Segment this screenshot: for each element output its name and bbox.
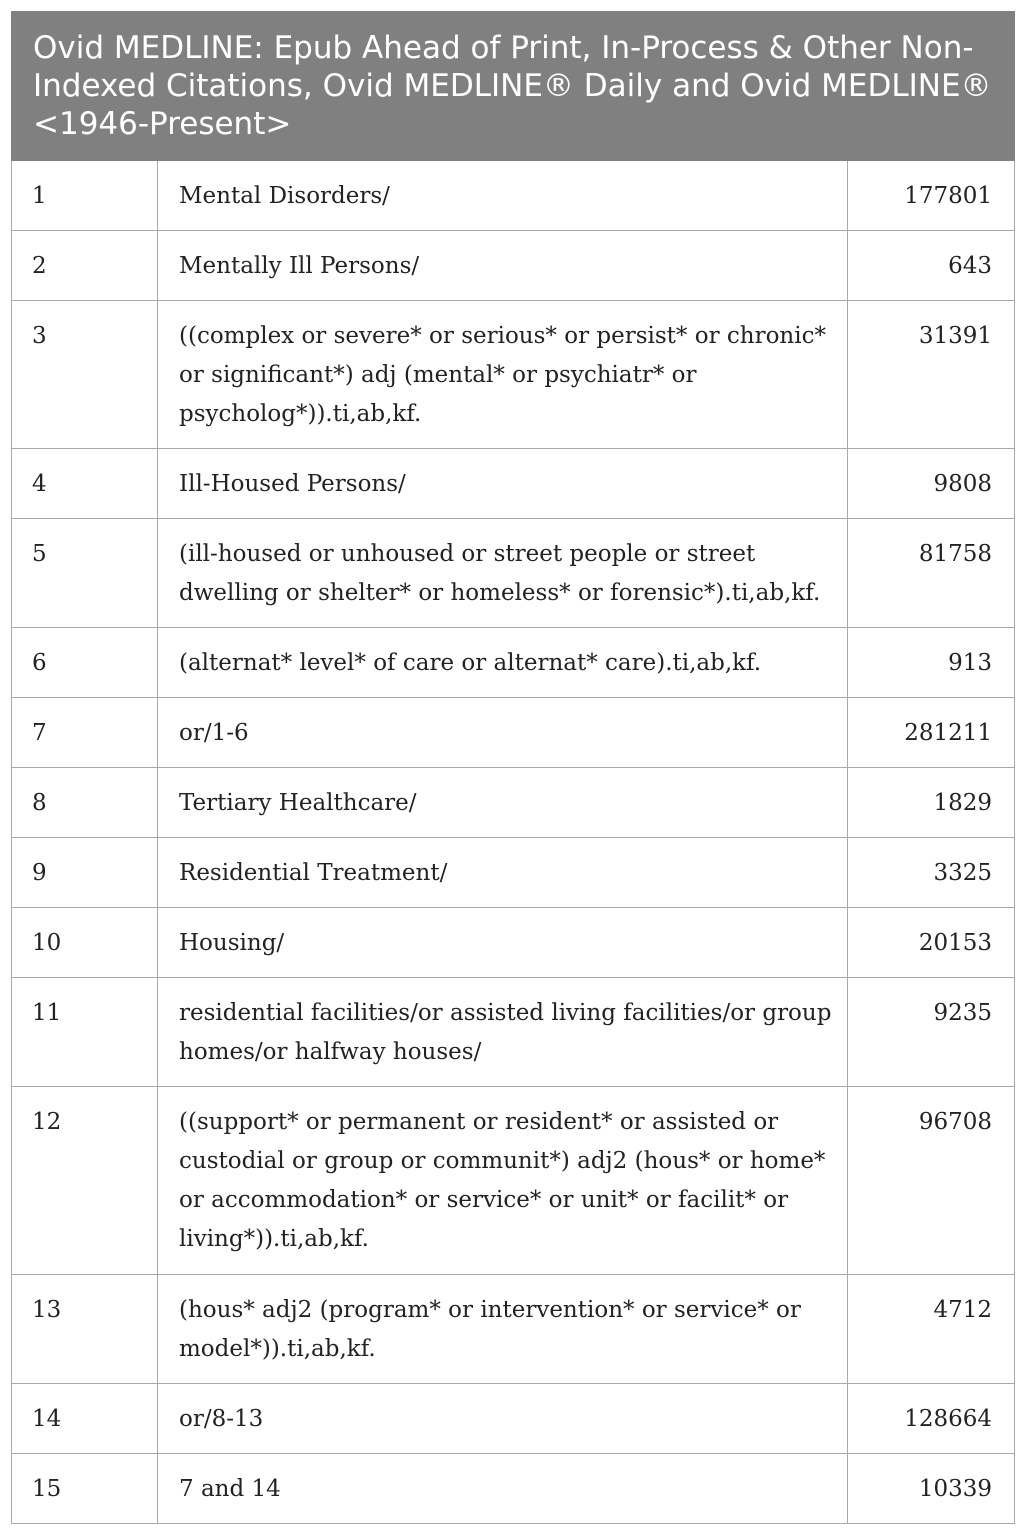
row-number: 10 [12,908,158,978]
search-query: or/8-13 [158,1384,848,1454]
result-count: 643 [848,231,1015,301]
row-number: 12 [12,1087,158,1275]
search-strategy-table-container [11,11,1014,1524]
result-count: 81758 [848,519,1015,628]
table-body [12,161,1015,1524]
result-count: 4712 [848,1275,1015,1384]
table-row [12,1384,1015,1454]
search-query: or/1-6 [158,698,848,768]
row-number: 9 [12,838,158,908]
table-row [12,698,1015,768]
search-query: Housing/ [158,908,848,978]
result-count: 1829 [848,768,1015,838]
table-row [12,838,1015,908]
result-count: 913 [848,628,1015,698]
table-row [12,1454,1015,1524]
result-count: 177801 [848,161,1015,231]
row-number: 4 [12,449,158,519]
search-query: ((complex or severe* or serious* or persist* or chronic* or significant*) adj (mental* or psychiatr* or psycholog*)).ti,ab,kf. [158,301,848,449]
table-title: Ovid MEDLINE: Epub Ahead of Print, In-Process & Other Non-Indexed Citations, Ovid MEDLINE® Daily and Ovid MEDLINE® <1946-Present> [12,12,1015,161]
row-number: 6 [12,628,158,698]
table-header-row [12,12,1015,161]
row-number: 11 [12,978,158,1087]
result-count: 128664 [848,1384,1015,1454]
table-row [12,519,1015,628]
result-count: 9808 [848,449,1015,519]
table-row [12,978,1015,1087]
row-number: 2 [12,231,158,301]
result-count: 20153 [848,908,1015,978]
search-strategy-table [11,11,1015,1524]
table-row [12,908,1015,978]
result-count: 10339 [848,1454,1015,1524]
table-row [12,768,1015,838]
table-row [12,301,1015,449]
search-query: Mentally Ill Persons/ [158,231,848,301]
result-count: 31391 [848,301,1015,449]
table-row [12,231,1015,301]
result-count: 96708 [848,1087,1015,1275]
table-row [12,449,1015,519]
search-query: ((support* or permanent or resident* or assisted or custodial or group or communit*) adj2 (hous* or home* or accommodation* or service* or unit* or facilit* or living*)).ti,ab,kf. [158,1087,848,1275]
result-count: 281211 [848,698,1015,768]
row-number: 14 [12,1384,158,1454]
table-row [12,1087,1015,1275]
row-number: 8 [12,768,158,838]
search-query: Tertiary Healthcare/ [158,768,848,838]
row-number: 13 [12,1275,158,1384]
table-row [12,1275,1015,1384]
row-number: 5 [12,519,158,628]
table-row [12,628,1015,698]
search-query: residential facilities/or assisted living facilities/or group homes/or halfway houses/ [158,978,848,1087]
row-number: 1 [12,161,158,231]
table-row [12,161,1015,231]
result-count: 9235 [848,978,1015,1087]
search-query: 7 and 14 [158,1454,848,1524]
result-count: 3325 [848,838,1015,908]
row-number: 7 [12,698,158,768]
search-query: (alternat* level* of care or alternat* care).ti,ab,kf. [158,628,848,698]
row-number: 3 [12,301,158,449]
search-query: (ill-housed or unhoused or street people or street dwelling or shelter* or homeless* or forensic*).ti,ab,kf. [158,519,848,628]
search-query: Mental Disorders/ [158,161,848,231]
search-query: Residential Treatment/ [158,838,848,908]
search-query: Ill-Housed Persons/ [158,449,848,519]
search-query: (hous* adj2 (program* or intervention* or service* or model*)).ti,ab,kf. [158,1275,848,1384]
row-number: 15 [12,1454,158,1524]
